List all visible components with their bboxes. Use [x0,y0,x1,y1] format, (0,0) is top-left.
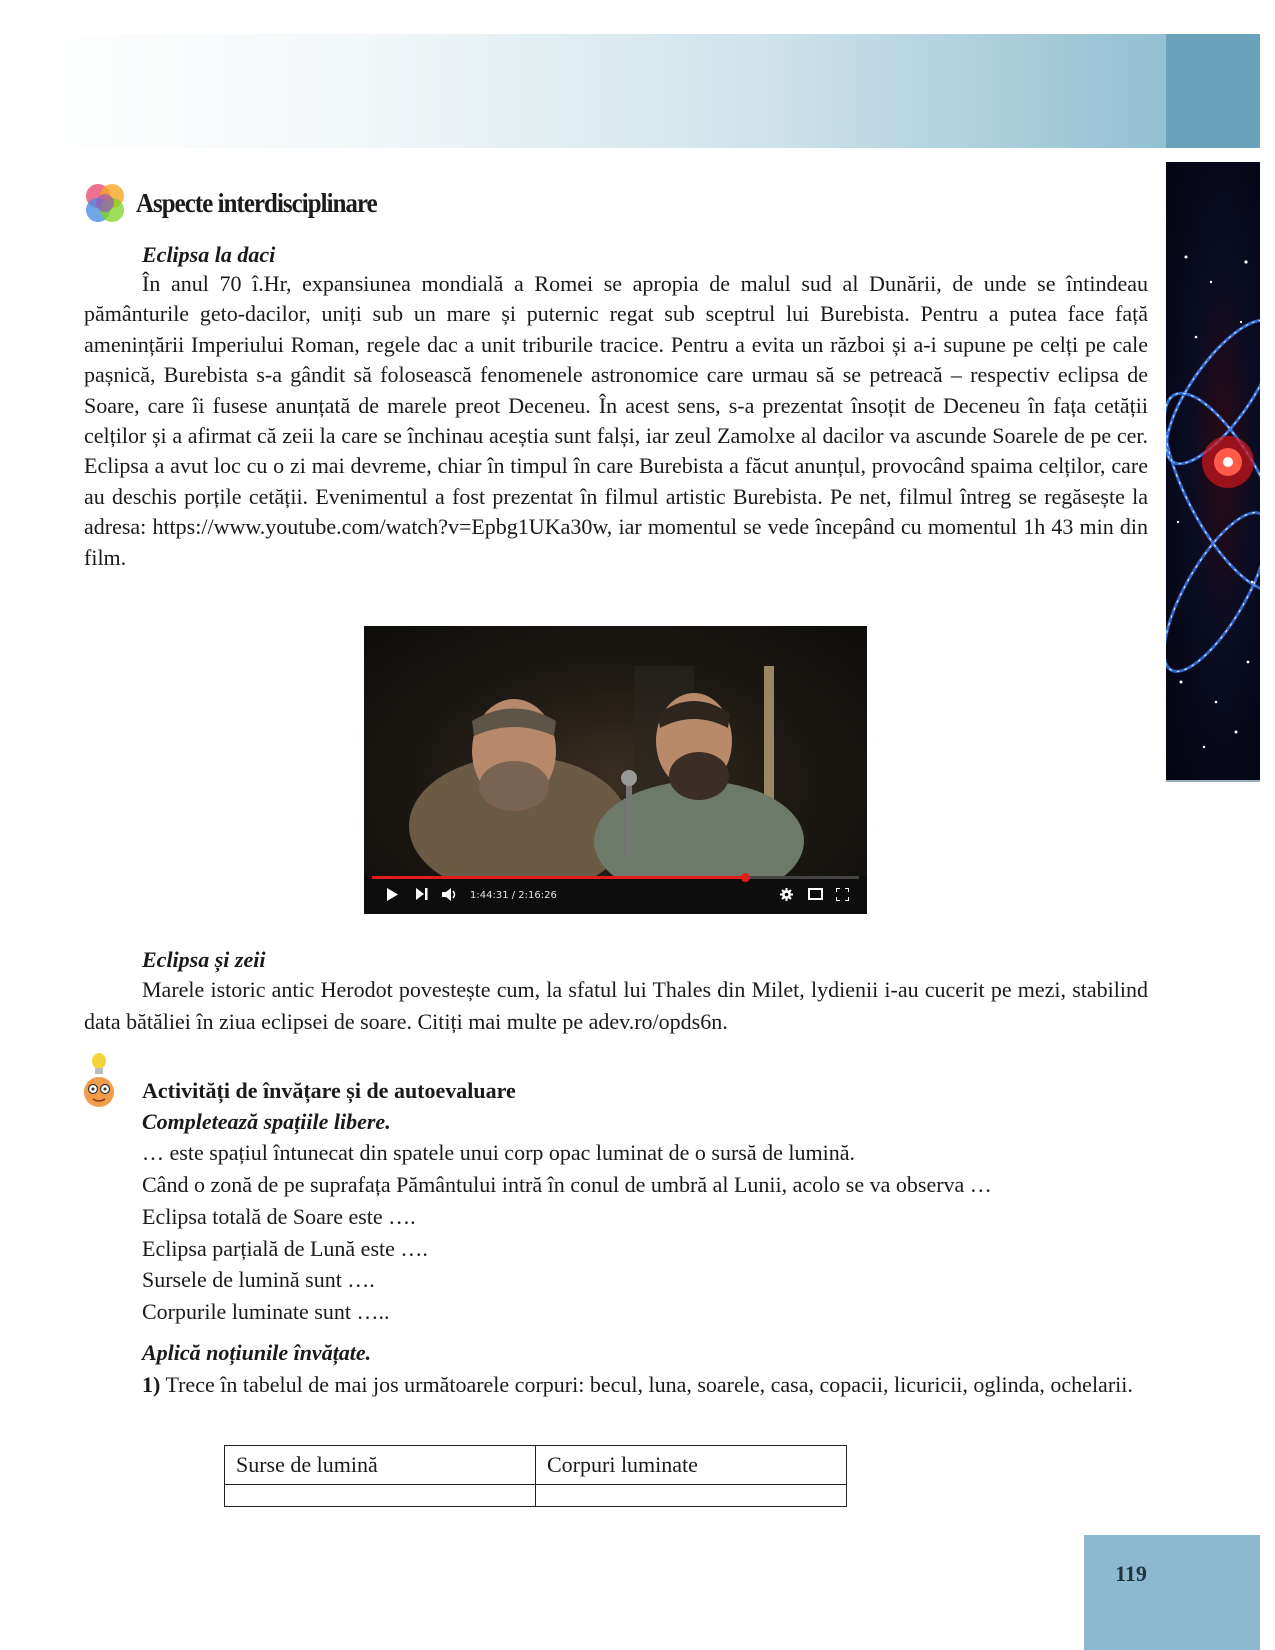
fill-item: Când o zonă de pe suprafața Pământului intră în conul de umbră al Lunii, acolo se va observa … [142,1172,992,1197]
top-corner-block [1166,34,1260,148]
video-frame[interactable] [364,626,867,886]
section-heading [82,178,398,228]
color-circles-icon [82,180,128,226]
fill-item: Eclipsa totală de Soare este …. [142,1204,416,1229]
play-icon[interactable] [386,888,398,901]
gear-icon[interactable] [780,888,793,901]
atom-illustration [1166,162,1260,782]
progress-knob[interactable] [741,873,750,882]
article1-title: Eclipsa la daci [142,242,276,267]
page-number: 119 [1115,1561,1147,1586]
video-controls [364,876,867,914]
article2-title: Eclipsa și zeii [142,947,266,972]
exercise-text: Trece în tabelul de mai jos următoarele corpuri: becul, luna, soarele, casa, copacii, licuricii, oglinda, ochelarii. [165,1372,1133,1397]
fill-item: Corpurile luminate sunt ….. [142,1299,390,1324]
table-header-row [225,1446,847,1485]
volume-icon[interactable] [442,888,458,901]
exercise-1 [84,1370,1148,1400]
table-row [225,1485,847,1507]
top-banner [16,34,1166,148]
video-player[interactable] [364,626,867,914]
fill-item: … este spațiul întunecat din spatele unui corp opac luminat de o sursă de lumină. [142,1140,855,1165]
idea-mascot-icon [82,1052,116,1110]
fullscreen-icon[interactable] [836,888,849,901]
article2-body: Marele istoric antic Herodot povestește cum, la sfatul lui Thales din Milet, lydienii i-au cucerit pe mezi, stabilind data bătăliei în ziua eclipsei de soare. Citiți mai multe pe adev.ro/opds6n. [84,977,1148,1034]
exercise-number: 1) [142,1372,161,1397]
video-time: 1:44:31 / 2:16:26 [470,890,557,901]
page-number-box [1084,1535,1260,1650]
section-title: Aspecte interdisciplinare [136,187,377,218]
fill-title: Completează spațiile libere. [142,1109,391,1134]
fill-item: Eclipsa parțială de Lună este …. [142,1236,428,1261]
apply-title: Aplică noțiunile învățate. [142,1340,372,1365]
table-cell[interactable] [536,1485,847,1507]
table-header-cell: Surse de lumină [225,1446,536,1485]
table-cell[interactable] [225,1485,536,1507]
article1-body: În anul 70 î.Hr, expansiunea mondială a Romei se apropia de malul sud al Dunării, de unde se întindeau pământurile geto-dacilor, uniți sub un mare și puternic regat sub sceptrul lui Burebista. Pentru a putea face față amenințării Imperiului Roman, regele dac a unit triburile tracice. Pentru a evita un război și a-i supune pe celți pe cale pașnică, Burebista s-a gândit să folosească fenomenele astronomice care urmau să se petreacă – respectiv eclipsa de Soare, care îi fusese anunțată de marele preot Deceneu. În acest sens, s-a prezentat însoțit de Deceneu în fața cetății celților și a afirmat că zeii la care se închinau aceștia sunt falși, iar zeul Zamolxe al dacilor va ascunde Soarele de pe cer. Eclipsa a avut loc cu o zi mai devreme, chiar în timpul în care Burebista a făcut anunțul, provocând spaima celților, care au deschis porțile cetății. Evenimentul a fost prezentat în filmul artistic Burebista. Pe net, filmul întreg se regăsește la adresa: https://www.youtube.com/watch?v=Epbg1UKa30w, iar momentul se vede începând cu momentul 1h 43 min din film. [84,271,1148,570]
table-header-cell: Corpuri luminate [536,1446,847,1485]
activities-title: Activități de învățare și de autoevaluare [142,1078,516,1103]
classification-table [224,1445,847,1507]
fill-item: Sursele de lumină sunt …. [142,1267,375,1292]
progress-fill [372,876,745,879]
progress-bar[interactable] [372,876,859,879]
theater-icon[interactable] [808,888,823,900]
next-icon[interactable] [416,888,428,900]
